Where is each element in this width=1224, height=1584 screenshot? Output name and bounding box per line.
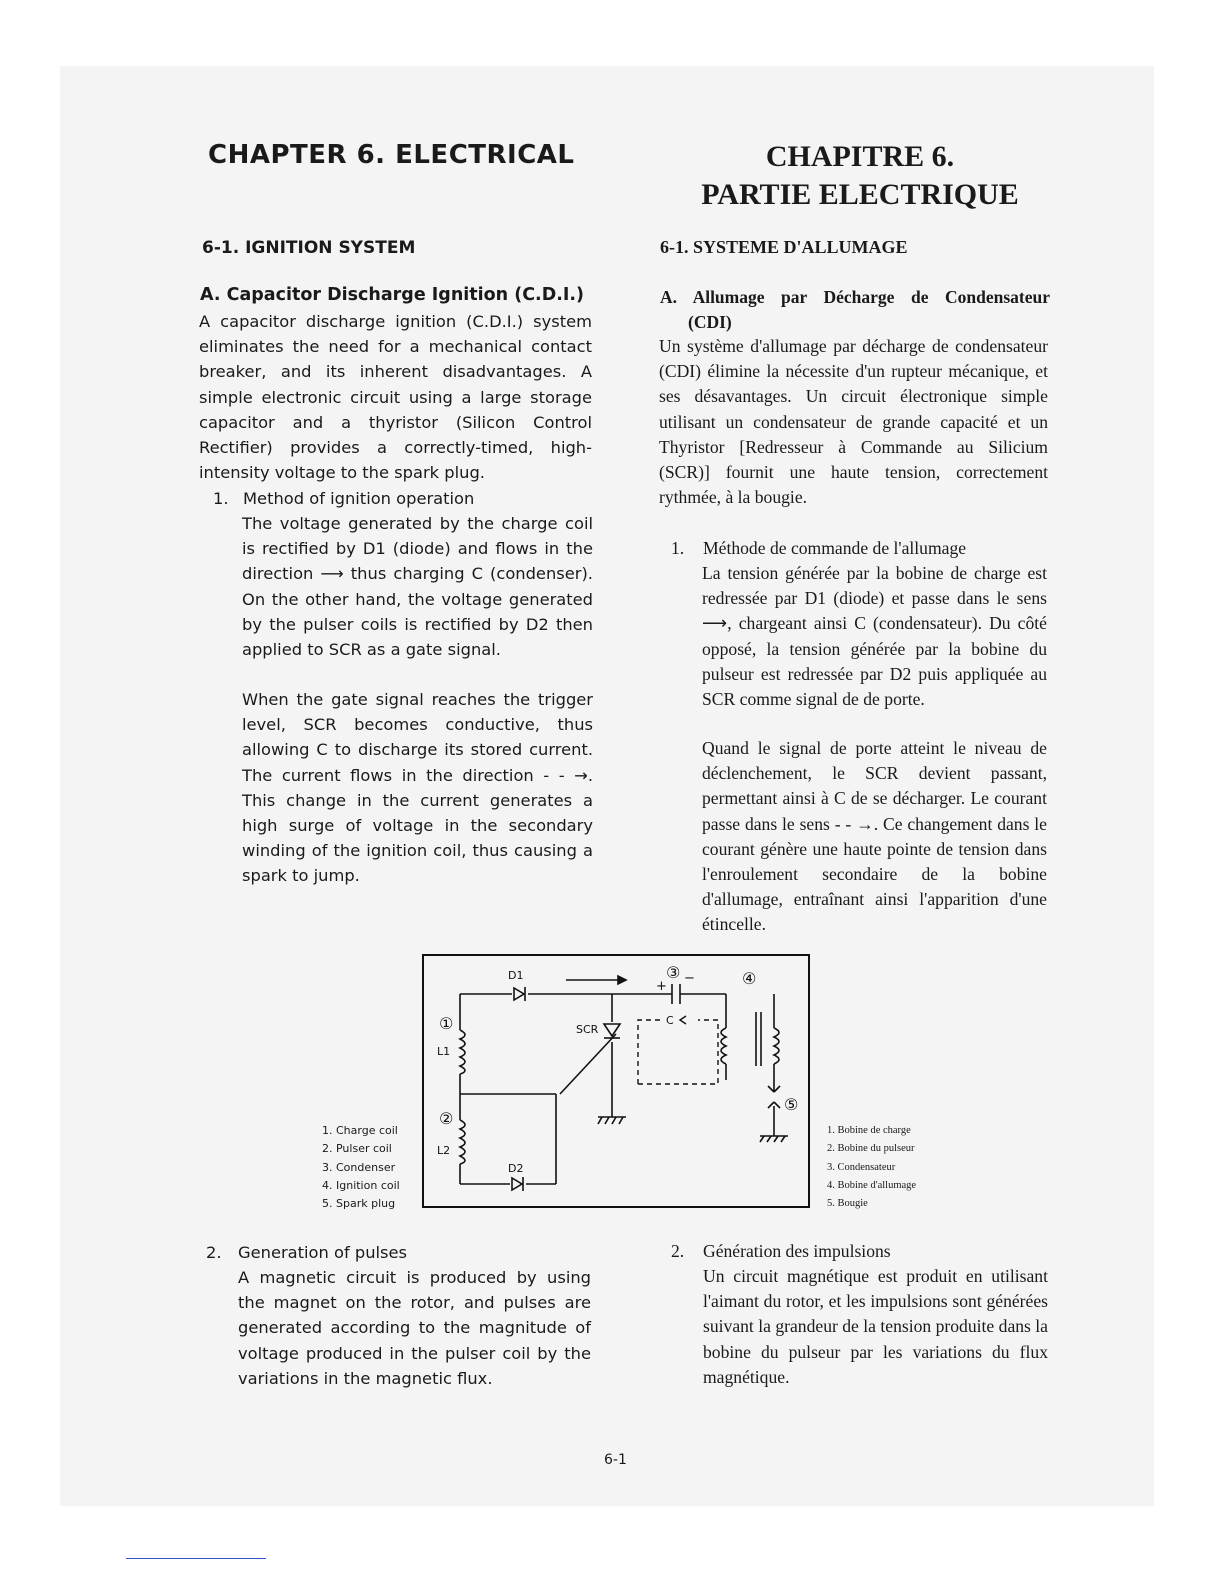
legend-fr-item: 5. Bougie xyxy=(827,1198,868,1210)
item1-p1-en: The voltage generated by the charge coil is rectified by D1 (diode) and flows in the direction ⟶ thus charging C (condenser). On the other hand, the voltage generated by the pulser coils is rectified by D2 then applied to SCR as a gate signal. xyxy=(242,514,593,660)
chapter-title-fr-line1: CHAPITRE 6. xyxy=(765,140,955,173)
diagram-frame xyxy=(423,955,809,1207)
item2-title-fr: Génération des impulsions xyxy=(703,1241,891,1261)
legend-en-item: 5. Spark plug xyxy=(322,1197,396,1211)
callout-1: ① xyxy=(439,1014,454,1033)
subhead-fr-line2: (CDI) xyxy=(688,312,732,332)
l2-label: L2 xyxy=(437,1144,451,1157)
intro-en: A capacitor discharge ignition (C.D.I.) system eliminates the need for a mechanical contact breaker, and its inherent disadvantages. A simple electronic circuit using a large storage capacitor and a thyristor (Silicon Control Rectifier) provides a correctly-timed, high-intensity voltage to the spark plug. xyxy=(199,312,592,483)
callout-4: ④ xyxy=(742,969,757,988)
item2-p-en: A magnetic circuit is produced by using the magnet on the rotor, and pulses are generated according to the magnitude of voltage produced in the pulser coil by the variations in the magnetic flux. xyxy=(238,1268,591,1388)
chapter-title-en: CHAPTER 6. ELECTRICAL xyxy=(208,140,575,170)
item1-num-fr: 1. xyxy=(671,538,685,558)
l1-label: L1 xyxy=(437,1045,451,1058)
callout-5: ⑤ xyxy=(784,1095,799,1114)
callout-3: ③ xyxy=(666,963,681,982)
minus-sign: − xyxy=(684,971,695,986)
legend-fr-item: 1. Bobine de charge xyxy=(827,1125,911,1136)
subhead-en: A. Capacitor Discharge Ignition (C.D.I.) xyxy=(200,285,585,305)
item2-title-en: Generation of pulses xyxy=(238,1243,408,1262)
plus-sign: + xyxy=(656,979,667,994)
cdi-circuit-diagram xyxy=(420,952,812,1210)
item2-num-fr: 2. xyxy=(671,1241,685,1261)
item1-title-fr: Méthode de commande de l'allumage xyxy=(703,538,967,558)
scr-label: SCR xyxy=(576,1023,599,1036)
d1-label: D1 xyxy=(508,969,524,982)
legend-fr-item: 4. Bobine d'allumage xyxy=(827,1179,917,1191)
legend-fr xyxy=(827,1122,916,1213)
item1-p1-fr: La tension générée par la bobine de charge est redressée par D1 (diode) et passe dans le sens ⟶, chargeant ainsi C (condensateur). Du côté opposé, la tension générée par la bobine du pulseur est redressée par D2 puis appliquée au SCR comme signal de de porte. xyxy=(702,563,1047,710)
legend-en-item: 1. Charge coil xyxy=(322,1124,398,1137)
section-title-fr: 6-1. SYSTEME D'ALLUMAGE xyxy=(660,237,908,257)
legend-en-item: 3. Condenser xyxy=(322,1160,396,1174)
chapter-title-fr-line2: PARTIE ELECTRIQUE xyxy=(701,178,1019,211)
item1-title-en: Method of ignition operation xyxy=(243,489,475,508)
callout-2: ② xyxy=(439,1109,454,1128)
c-label: C xyxy=(666,1014,674,1027)
footer-rule xyxy=(126,1558,266,1559)
item1-p2-fr: Quand le signal de porte atteint le niveau de déclenchement, le SCR devient passant, permettant ainsi à C de se décharger. Le courant passe dans le sens - - →. Ce changement dans le courant génère une haute pointe de tension dans l'enroulement secondaire de la bobine d'allumage, entraînant ainsi l'apparition d'une étincelle. xyxy=(702,738,1047,935)
subhead-fr-line1: A. Allumage par Décharge de Condensateur xyxy=(660,287,1050,307)
page-number: 6-1 xyxy=(604,1452,627,1468)
legend-fr-item: 2. Bobine du pulseur xyxy=(827,1143,915,1155)
chapter-title-fr xyxy=(660,138,1060,214)
item2-p-fr: Un circuit magnétique est produit en utilisant l'aimant du rotor, et les impulsions sont générées suivant la grandeur de la tension produite dans la bobine du pulseur par les variations du flux magnétique. xyxy=(703,1266,1048,1387)
subhead-fr xyxy=(660,285,1050,335)
item2-num-en: 2. xyxy=(206,1243,222,1262)
item1-p2-en: When the gate signal reaches the trigger level, SCR becomes conductive, thus allowing C to discharge its stored current. The current flows in the direction - - →. This change in the current generates a high surge of voltage in the secondary winding of the ignition coil, thus causing a spark to jump. xyxy=(242,690,593,886)
legend-en-item: 4. Ignition coil xyxy=(322,1178,400,1192)
legend-fr-item: 3. Condensateur xyxy=(827,1161,896,1173)
legend-en-item: 2. Pulser coil xyxy=(322,1142,392,1156)
d2-label: D2 xyxy=(508,1162,524,1175)
intro-fr: Un système d'allumage par décharge de condensateur (CDI) élimine la nécessite d'un rupteur mécanique, et ses désavantages. Un circuit électronique simple utilisant un condensateur de grande capacité et un Thyristor [Redresseur à Commande au Silicium (SCR)] fournit une haute tension, correctement rythmée, à la bougie. xyxy=(659,336,1048,508)
item1-num-en: 1. xyxy=(213,489,229,508)
section-title-en: 6-1. IGNITION SYSTEM xyxy=(202,238,416,258)
legend-en xyxy=(322,1122,400,1213)
